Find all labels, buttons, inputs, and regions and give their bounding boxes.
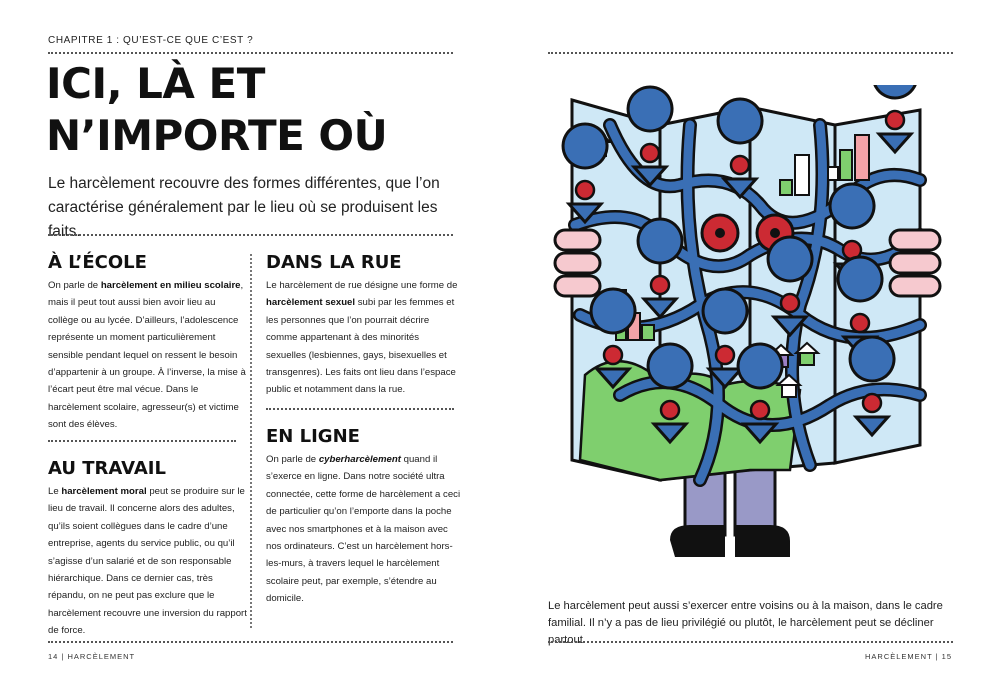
page-title: [46, 58, 387, 162]
section-heading: EN LIGNE: [266, 426, 360, 447]
map-illustration: [550, 85, 950, 565]
bottom-divider: [548, 641, 953, 643]
intro-paragraph: Le harcèlement recouvre des formes différentes, que l’on caractérise généralement par le lieu où se produisent les faits.: [48, 175, 440, 240]
left-shoe: [670, 525, 725, 557]
section-body: On parle de cyberharcèlement quand il s’exerce en ligne. Dans notre société ultra connectée, cette forme de harcèlement a ceci de particulier qu’on l’emporte dans la poche avec nos smartphones et à la maison avec nos ordinateurs. C’est un harcèlement hors-les-murs, à travers lequel le harcèlement scolaire peut, par exemple, s’étendre au domicile.: [266, 454, 461, 605]
top-divider: [48, 52, 453, 54]
section-rue: [266, 252, 461, 399]
title-line-2: N’IMPORTE OÙ: [46, 111, 388, 160]
keyword: harcèlement sexuel: [266, 297, 356, 309]
section-body: Le harcèlement moral peut se produire sur le lieu de travail. Il concerne alors des adultes, qu’ils soient collègues dans le cadre d’une entreprise, agents du service public, ou qu’il s’agisse d’un salarié et de son responsable hiérarchique. Dans ce dernier cas, très répandu, on ne peut pas exclure que le harcèlement recouvre une inversion du rapport de force.: [48, 486, 247, 637]
right-page: [500, 0, 1000, 677]
section-travail: [48, 458, 248, 640]
folio-right: HARCÈLEMENT | 15: [865, 652, 952, 661]
keyword: harcèlement moral: [61, 486, 147, 497]
section-ecole: [48, 252, 248, 434]
section-heading: DANS LA RUE: [266, 252, 402, 273]
right-shoe: [735, 525, 790, 557]
keyword: harcèlement en milieu scolaire: [100, 280, 241, 291]
section-ligne: [266, 426, 461, 608]
section-divider: [266, 408, 454, 410]
bottom-divider: [48, 641, 453, 643]
column-divider: [250, 254, 252, 628]
keyword: cyberharcèlement: [318, 454, 401, 465]
section-divider: [48, 440, 236, 442]
section-heading: À L’ÉCOLE: [48, 252, 147, 273]
top-divider: [548, 52, 953, 54]
intro-divider: [48, 234, 453, 236]
right-hand: [890, 230, 940, 296]
chapter-label: CHAPITRE 1 : QU’EST-CE QUE C’EST ?: [48, 35, 254, 46]
section-body: On parle de harcèlement en milieu scolaire, mais il peut tout aussi bien avoir lieu au collège ou au lycée. D’ailleurs, l’adolescence représente un moment particulièrement sensible pendant lequel on ressent le besoin d’appartenir à un groupe. À l’inverse, la mise à l’écart peut être mal vécue. Dans le harcèlement scolaire, agresseur(s) et victime sont des élèves.: [48, 280, 246, 431]
illustration-caption: Le harcèlement peut aussi s’exercer entre voisins ou à la maison, dans le cadre familial. Il n’y a pas de lieu privilégié ou plutôt, le harcèlement peut se décliner partout.: [548, 600, 943, 646]
title-line-1: ICI, LÀ ET: [46, 59, 265, 108]
left-hand: [555, 230, 600, 296]
section-body: Le harcèlement de rue désigne une forme de harcèlement sexuel subi par les femmes et les personnes que l’on pourrait décrire comme appartenant à des minorités sexuelles (lesbiennes, gays, bisexuelles et transgenres). Les faits ont lieu dans l’espace public et notamment dans la rue.: [266, 280, 458, 396]
folio-left: 14 | HARCÈLEMENT: [48, 652, 136, 661]
section-heading: AU TRAVAIL: [48, 458, 166, 479]
